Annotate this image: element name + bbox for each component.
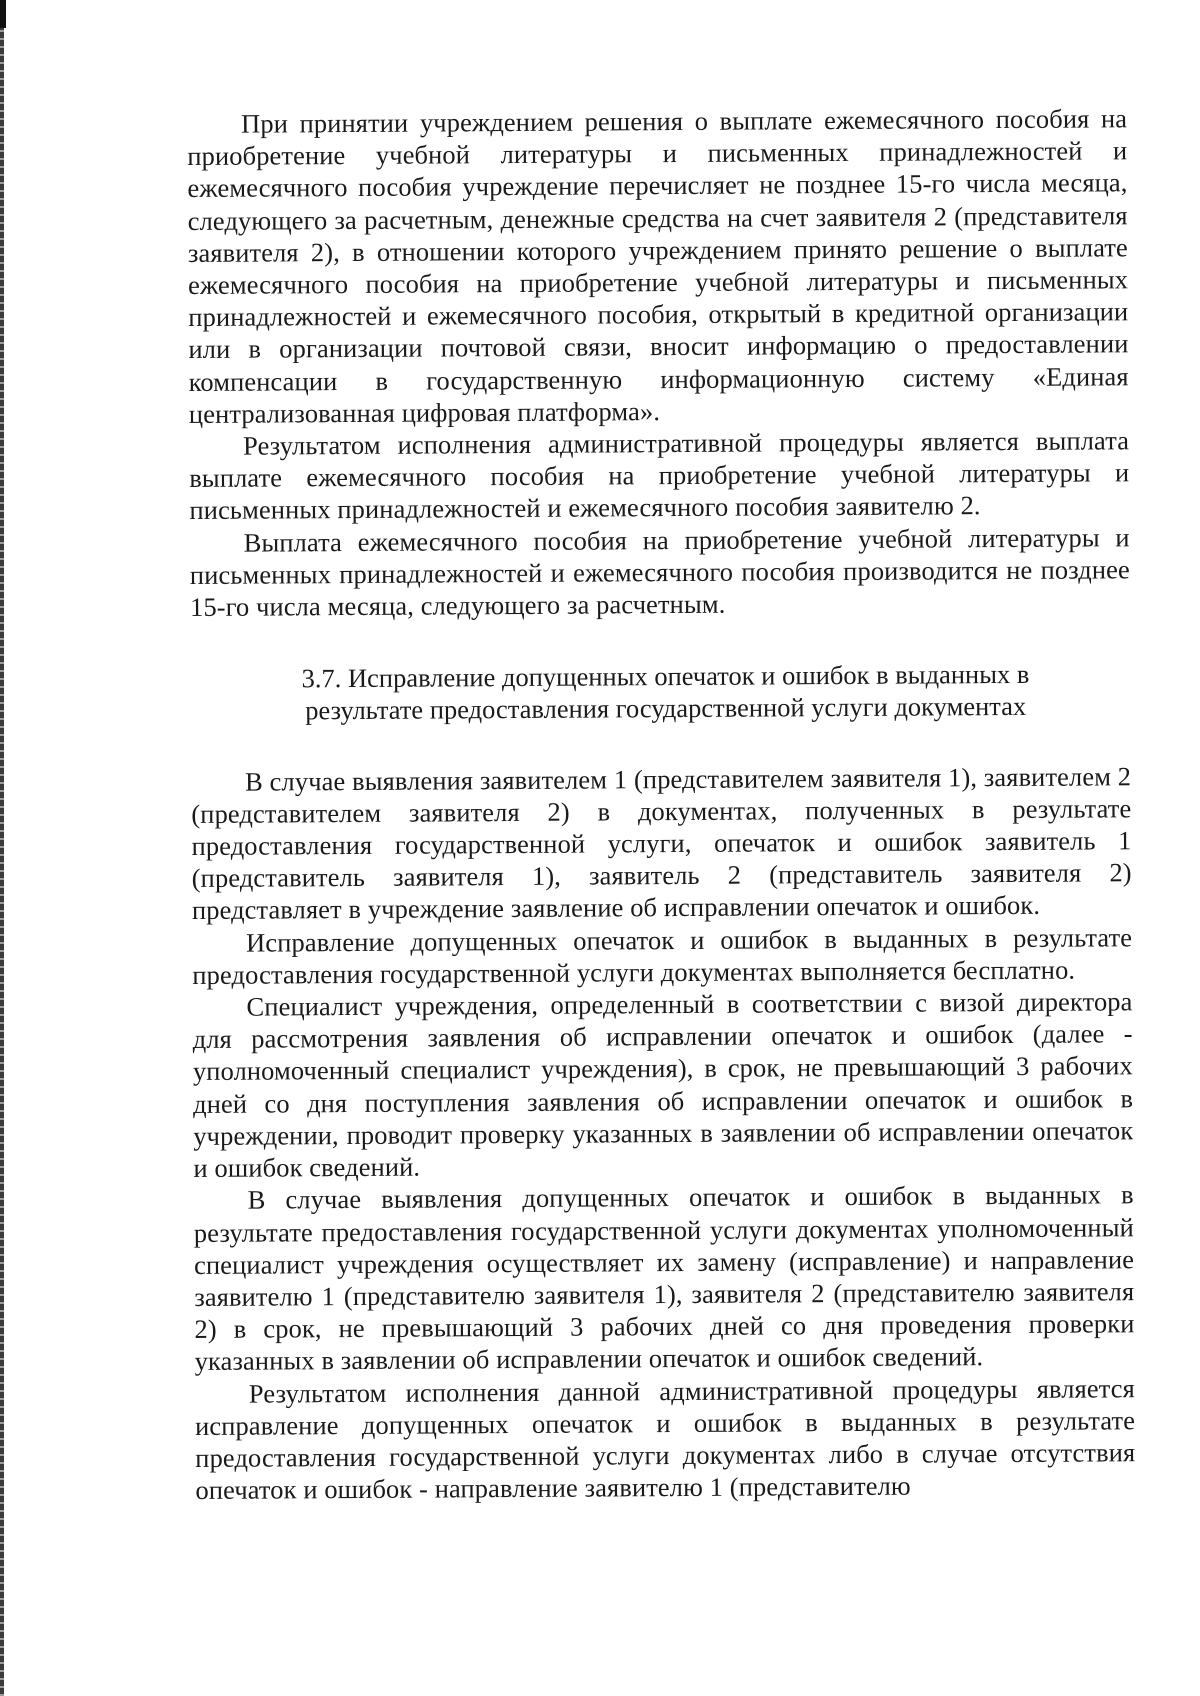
scan-left-edge (0, 0, 4, 1696)
paragraph-replacement: В случае выявления допущенных опечаток и ошибок в выданных в результате предоставления государственной услуги документах уполномоченный специалист учреждения осуществляет их замену (исправление) и направление заявителю 1 (представителю заявителя 1), заявителя 2 (представителю заявителя 2) в срок, не превышающий 3 рабочих дней со дня проведения проверки указанных в заявлении об исправлении опечаток и ошибок сведений. (193, 1179, 1135, 1377)
section-heading-line-2: результате предоставления государственной услуги документах (305, 691, 1027, 726)
paragraph-payment-deadline: Выплата ежемесячного пособия на приобретение учебной литературы и письменных принадлежностей и ежемесячного пособия производится не позднее 15-го числа месяца, следующего за расчетным. (189, 521, 1130, 623)
paragraph-correction-result: Результатом исполнения данной административной процедуры является исправление допущенных опечаток и ошибок в выданных в результате предоставления государственной услуги документах либо в случае отсутствия опечаток и ошибок - направление заявителю 1 (представителю (194, 1372, 1136, 1506)
document-page (187, 102, 1136, 1506)
paragraph-correction-free: Исправление допущенных опечаток и ошибок в выданных в результате предоставления государственной услуги документах выполняется бесплатно. (192, 921, 1133, 990)
section-heading-3-7 (190, 657, 1130, 727)
section-heading-line-1: 3.7. Исправление допущенных опечаток и ошибок в выданных в (301, 659, 1030, 694)
paragraph-payment-decision: При принятии учреждением решения о выплате ежемесячного пособия на приобретение учебной литературы и письменных принадлежностей и ежемесячного пособия учреждение перечисляет не позднее 15-го числа месяца, следующего за расчетным, денежные средства на счет заявителя 2 (представителя заявителя 2), в отношении которого учреждением принято решение о выплате ежемесячного пособия на приобретение учебной литературы и письменных принадлежностей и ежемесячного пособия, открытый в кредитной организации или в организации почтовой связи, вносит информацию о предоставлении компенсации в государственную информационную систему «Единая централизованная цифровая платформа». (187, 103, 1129, 429)
paragraph-specialist-check: Специалист учреждения, определенный в соответствии с визой директора для рассмотрения заявления об исправлении опечаток и ошибок (далее - уполномоченный специалист учреждения), в срок, не превышающий 3 рабочих дней со дня поступления заявления об исправлении опечаток и ошибок в учреждении, проводит проверку указанных в заявлении об исправлении опечаток и ошибок сведений. (192, 986, 1134, 1184)
paragraph-procedure-result: Результатом исполнения административной процедуры является выплата выплате ежемесячного пособия на приобретение учебной литературы и письменных принадлежностей и ежемесячного пособия заявителю 2. (189, 425, 1130, 526)
paragraph-error-detection: В случае выявления заявителем 1 (представителем заявителя 1), заявителем 2 (представителем заявителя 2) в документах, полученных в результате предоставления государственной услуги, опечаток и ошибок заявитель 1 (представитель заявителя 1), заявитель 2 (представитель заявителя 2) представляет в учреждение заявление об исправлении опечаток и ошибок. (191, 760, 1132, 926)
scan-corner-mark (0, 0, 6, 28)
